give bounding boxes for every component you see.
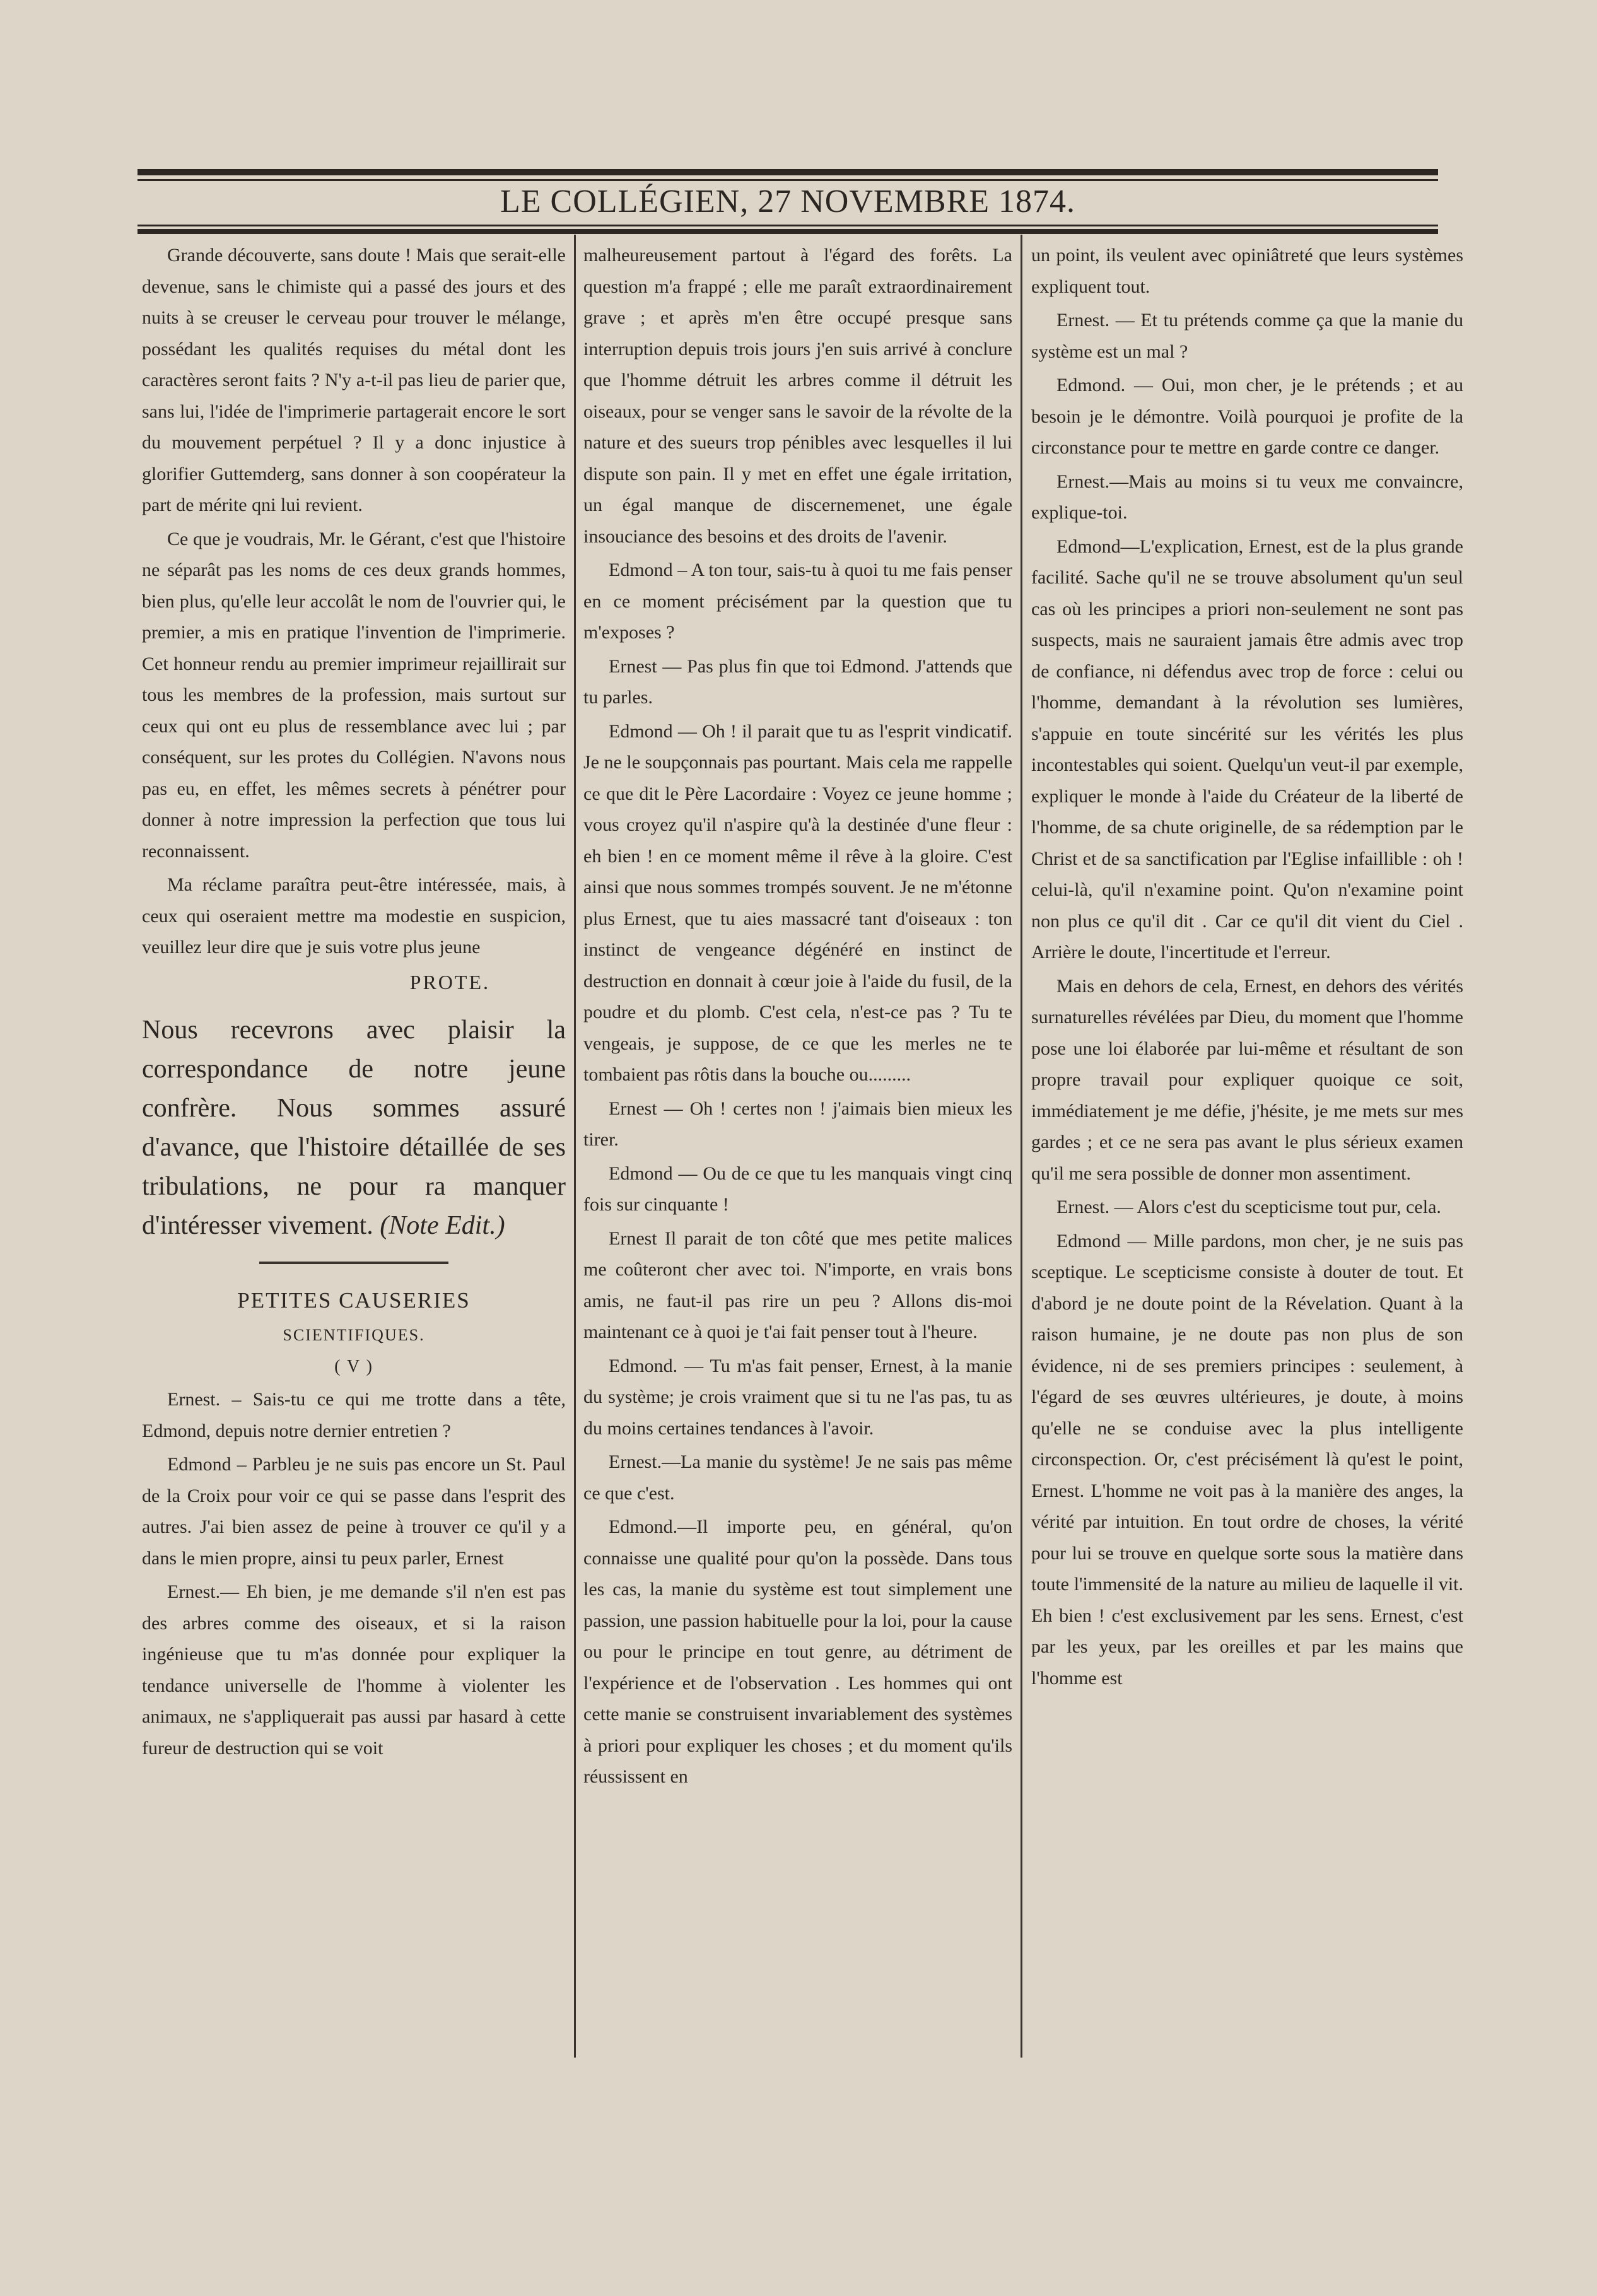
running-head: LE COLLÉGIEN, 27 NOVEMBRE 1874. — [500, 184, 1076, 220]
paragraph: un point, ils veulent avec opiniâtreté que leurs systèmes expliquent tout. — [1031, 245, 1463, 297]
editor-note-credit: (Note Edit.) — [380, 1211, 505, 1240]
column-2 — [583, 240, 1012, 1793]
paragraph: Ma réclame paraîtra peut-être intéressée, mais, à ceux qui oseraient mettre ma modestie en suspicion, veuillez leur dire que je suis votre plus jeune — [142, 874, 566, 958]
section-subtitle: SCIENTIFIQUES. — [283, 1326, 425, 1344]
dialogue-line: Edmond — Mille pardons, mon cher, je ne suis pas sceptique. Le scepticisme consiste à douter de tout. Et d'abord je ne doute point de la Révelation. Quant à la raison humaine, je ne doute pas non plus de son évidence, ni de ses premiers principes : seulement, à l'égard de ses œuvres ultérieures, je doute, à moins qu'elle ne se conduise avec la plus intelligente circonspection. Or, c'est précisément là qu'est le point, Ernest. L'homme ne voit pas à la manière des anges, la vérité par intuition. En tout ordre de choses, la vérité pour lui se trouve en quelque sorte sous la matière dans toute l'immensité de la nature au milieu de laquelle il vit. Eh bien ! c'est exclusivement par les sens. Ernest, c'est par les yeux, par les oreilles et par les mains que l'homme est — [1031, 1230, 1463, 1689]
dialogue-line: Ernest. — Alors c'est du scepticisme tout pur, cela. — [1056, 1197, 1441, 1217]
dialogue-line: Edmond. — Tu m'as fait penser, Ernest, à la manie du système; je crois vraiment que si tu ne l'as pas, tu as du moins certaines tendances à l'avoir. — [583, 1355, 1012, 1439]
header-rule-top-thick — [137, 169, 1438, 175]
dialogue-line: Ernest. — Et tu prétends comme ça que la manie du système est un mal ? — [1031, 310, 1463, 362]
header-rule-bottom-thin — [137, 225, 1438, 226]
column-1 — [142, 240, 566, 1764]
editor-note-text: Nous recevrons avec plaisir la correspondance de notre jeune confrère. Nous sommes assuré d'avance, que l'histoire détaillée de ses tribulations, ne pour ra manquer d'intéresser vivement. — [142, 1016, 566, 1240]
dialogue-line: Ernest.—Mais au moins si tu veux me convaincre, explique-toi. — [1031, 471, 1463, 523]
dialogue-line: Edmond—L'explication, Ernest, est de la plus grande facilité. Sache qu'il ne se trouve absolument qu'un seul cas où les principes a priori non-seulement ne sont pas suspects, mais ne sauraient jamais être admis avec trop de confiance, ni défendus avec trop de force : celui ou l'homme, demandant à la révolution ses lumières, s'appuie en toute sincérité sur les vérités les plus incontestables qui soient. Quelqu'un veut-il par exemple, expliquer le monde à l'aide du Créateur de la liberté de l'homme, de sa chute originelle, de sa rédemption par le Christ et de sa sanctification par l'Eglise infaillible : oh ! celui-là, qu'il n'examine point. Qu'on n'examine point non plus ce qu'il dit . Car ce qu'il dit vient du Ciel . Arrière le doute, l'incertitude et l'erreur. — [1031, 536, 1463, 963]
dialogue-line: Edmond. — Oui, mon cher, je le prétends ; et au besoin je le démontre. Voilà pourquoi je profite de la circonstance pour te mettre en garde contre ce danger. — [1031, 375, 1463, 458]
dialogue-line: Ernest — Pas plus fin que toi Edmond. J'attends que tu parles. — [583, 655, 1012, 708]
dialogue-line: Ernest.— Eh bien, je me demande s'il n'en est pas des arbres comme des oiseaux, et si la raison ingénieuse que tu m'as donnée pour expliquer la tendance universelle de l'homme à violenter les animaux, ne s'appliquerait pas aussi par hasard à cette fureur de destruction qui se voit — [142, 1581, 566, 1759]
signature: PROTE. — [409, 970, 490, 993]
column-divider-2 — [1021, 235, 1022, 2058]
header-rule-bottom-thick — [137, 229, 1438, 234]
paragraph: Grande découverte, sans doute ! Mais que serait-elle devenue, sans le chimiste qui a passé des jours et des nuits à se creuser le cerveau pour trouver le mélange, possédant les qualités requises du métal dont les caractères seront faits ? N'y a-t-il pas lieu de parier que, sans lui, l'idée de l'imprimerie partagerait encore le sort du mouvement perpétuel ? Il y a donc injustice à glorifier Guttemderg, sans donner à son coopérateur la part de mérite qni lui revient. — [142, 245, 566, 515]
header-rule-top-thin — [137, 179, 1438, 181]
dialogue-line: Ernest.—La manie du système! Je ne sais pas même ce que c'est. — [583, 1451, 1012, 1504]
editor-note — [142, 1010, 566, 1245]
dialogue-line: Ernest Il parait de ton côté que mes petite malices me coûteront cher avec toi. N'importe, en vrais bons amis, ne faut-il pas rire un peu ? Allons dis-moi maintenant ce à quoi je t'ai fait penser tout à l'heure. — [583, 1227, 1012, 1342]
dialogue-line: Ernest — Oh ! certes non ! j'aimais bien mieux les tirer. — [583, 1098, 1012, 1150]
paragraph: malheureusement partout à l'égard des forêts. La question m'a frappé ; elle me paraît extraordinairement grave ; et après m'en être occupé presque sans interruption depuis trois jours j'en suis arrivé à conclure que l'homme détruit les arbres comme il détruit les oiseaux, pour se venger sans le savoir de la révolte de la nature et des sueurs trop pénibles avec lesquelles il lui dispute son pain. Il y met en effet une égale irritation, un égal manque de discernemenet, une égale insouciance des besoins et des droits de l'avenir. — [583, 245, 1012, 547]
section-title: PETITES CAUSERIES — [237, 1288, 471, 1313]
column-divider-1 — [574, 235, 576, 2058]
dialogue-line: Edmond – A ton tour, sais-tu à quoi tu me fais penser en ce moment précisément par la question que tu m'exposes ? — [583, 559, 1012, 643]
dialogue-line: Edmond.—Il importe peu, en général, qu'on connaisse une qualité pour qu'on la possède. Dans tous les cas, la manie du système est tout simplement une passion, une passion habituelle pour la loi, pour la cause ou pour le principe en tout genre, au détriment de l'expérience et de l'observation . Les hommes qui ont cette manie se construisent invariablement des systèmes à priori pour expliquer les choses ; et du moment qu'ils réussissent en — [583, 1516, 1012, 1787]
section-divider — [259, 1262, 448, 1264]
dialogue-line: Edmond – Parbleu je ne suis pas encore un St. Paul de la Croix pour voir ce qui se passe dans l'esprit des autres. J'ai bien assez de peine à trouver ce qu'il y a dans le mien propre, ainsi tu peux parler, Ernest — [142, 1454, 566, 1569]
dialogue-line: Ernest. – Sais-tu ce qui me trotte dans a tête, Edmond, depuis notre dernier entretien ? — [142, 1389, 566, 1441]
column-3 — [1031, 240, 1463, 1694]
section-number: ( V ) — [334, 1357, 373, 1376]
paragraph: Ce que je voudrais, Mr. le Gérant, c'est que l'histoire ne séparât pas les noms de ces deux grands hommes, bien plus, qu'elle leur accolât le nom de l'ouvrier qui, le premier, a mis en pratique l'invention de l'imprimerie. Cet honneur rendu au premier imprimeur rejaillirait sur tous les membres de la profession, mais surtout sur ceux qui ont eu plus de ressemblance avec lui ; par conséquent, sur les protes du Collégien. N'avons nous pas eu, en effet, les mêmes secrets à pénétrer pour donner à notre impression la perfection que tous lui reconnaissent. — [142, 528, 566, 862]
dialogue-line: Mais en dehors de cela, Ernest, en dehors des vérités surnaturelles révélées par Dieu, du moment que l'homme pose une loi élaborée par lui-même et résultant de son propre travail pour expliquer quoique ce soit, immédiatement je me défie, j'hésite, je me mets sur mes gardes ; et ce ne sera pas avant le plus sérieux examen qu'il me sera possible de donner mon assentiment. — [1031, 975, 1463, 1184]
dialogue-line: Edmond — Ou de ce que tu les manquais vingt cinq fois sur cinquante ! — [583, 1163, 1012, 1215]
dialogue-line: Edmond — Oh ! il parait que tu as l'esprit vindicatif. Je ne le soupçonnais pas pourtant. Mais cela me rappelle ce que dit le Père Lacordaire : Voyez ce jeune homme ; vous croyez qu'il n'aspire qu'à la destinée d'une fleur : eh bien ! en ce moment même il rêve à la gloire. C'est ainsi que nous sommes trompés souvent. Je ne m'étonne plus Ernest, que tu aies massacré tant d'oiseaux : ton instinct de vengeance dégénéré en instinct de destruction en donnait à cœur joie à l'aide du fusil, de la poudre et du plomb. C'est cela, n'est-ce pas ? Tu te vengeais, je suppose, de ce que les merles ne te tombaient pas rôtis dans la bouche ou......... — [583, 720, 1012, 1085]
